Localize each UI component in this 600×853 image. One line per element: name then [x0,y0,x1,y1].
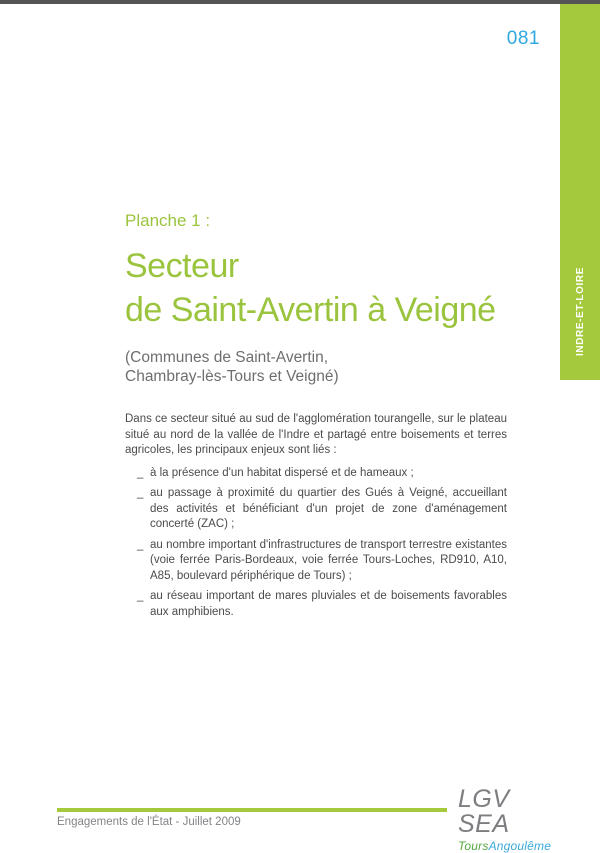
bullet-marker: _ [137,487,144,499]
communes-subtitle-line2: Chambray-lès-Tours et Veigné) [125,368,339,385]
page-title-line2: de Saint-Avertin à Veigné [125,291,496,329]
page-number: 081 [506,28,540,49]
bullet-marker: _ [137,590,144,602]
logo-subtitle [458,840,558,852]
bullet-marker: _ [137,538,144,551]
lgv-sea-logo [458,787,558,852]
plate-kicker: Planche 1 : [125,211,211,230]
list-item [125,538,507,585]
footer-edition-label: Engagements de l'État - Juillet 2009 [57,816,241,828]
communes-subtitle [125,348,507,386]
communes-subtitle-line1: (Communes de Saint-Avertin, [125,349,329,366]
logo-subtitle-tours: Tours [458,839,489,853]
intro-paragraph: Dans ce secteur situé au sud de l'agglomération tourangelle, sur le plateau situé au nord de la vallée de l'Indre et partagé entre boisements et terres agricoles, les principaux enjeux sont liés : [125,413,507,456]
top-edge-bar [0,0,600,4]
list-item-text: au réseau important de mares pluviales et de boisements favorables aux amphibiens. [150,590,507,618]
list-item [125,466,507,482]
logo-wordmark: LGV SEA [458,785,510,838]
region-tab-label: INDRE-ET-LOIRE [574,267,586,356]
main-content [125,211,507,625]
bullet-marker: _ [137,466,144,479]
list-item [125,589,507,620]
region-tab [560,4,600,380]
list-item-text: au passage à proximité du quartier des Gués à Veigné, accueillant des activités et bénéficiant d'un projet de zone d'aménagement concerté (ZAC) ; [150,487,507,530]
page-title [125,244,507,332]
list-item [125,486,507,533]
page-title-line1: Secteur [125,247,239,285]
list-item-text: au nombre important d'infrastructures de transport terrestre existantes (voie ferrée Paris-Bordeaux, voie ferrée Tours-Loches, RD910, A10, A85, boulevard périphérique de Tours) ; [150,538,507,582]
issues-list [125,466,507,621]
logo-subtitle-angouleme: Angoulême [488,839,552,853]
list-item-text: à la présence d'un habitat dispersé et de hameaux ; [150,466,414,479]
footer-rule [57,808,447,812]
